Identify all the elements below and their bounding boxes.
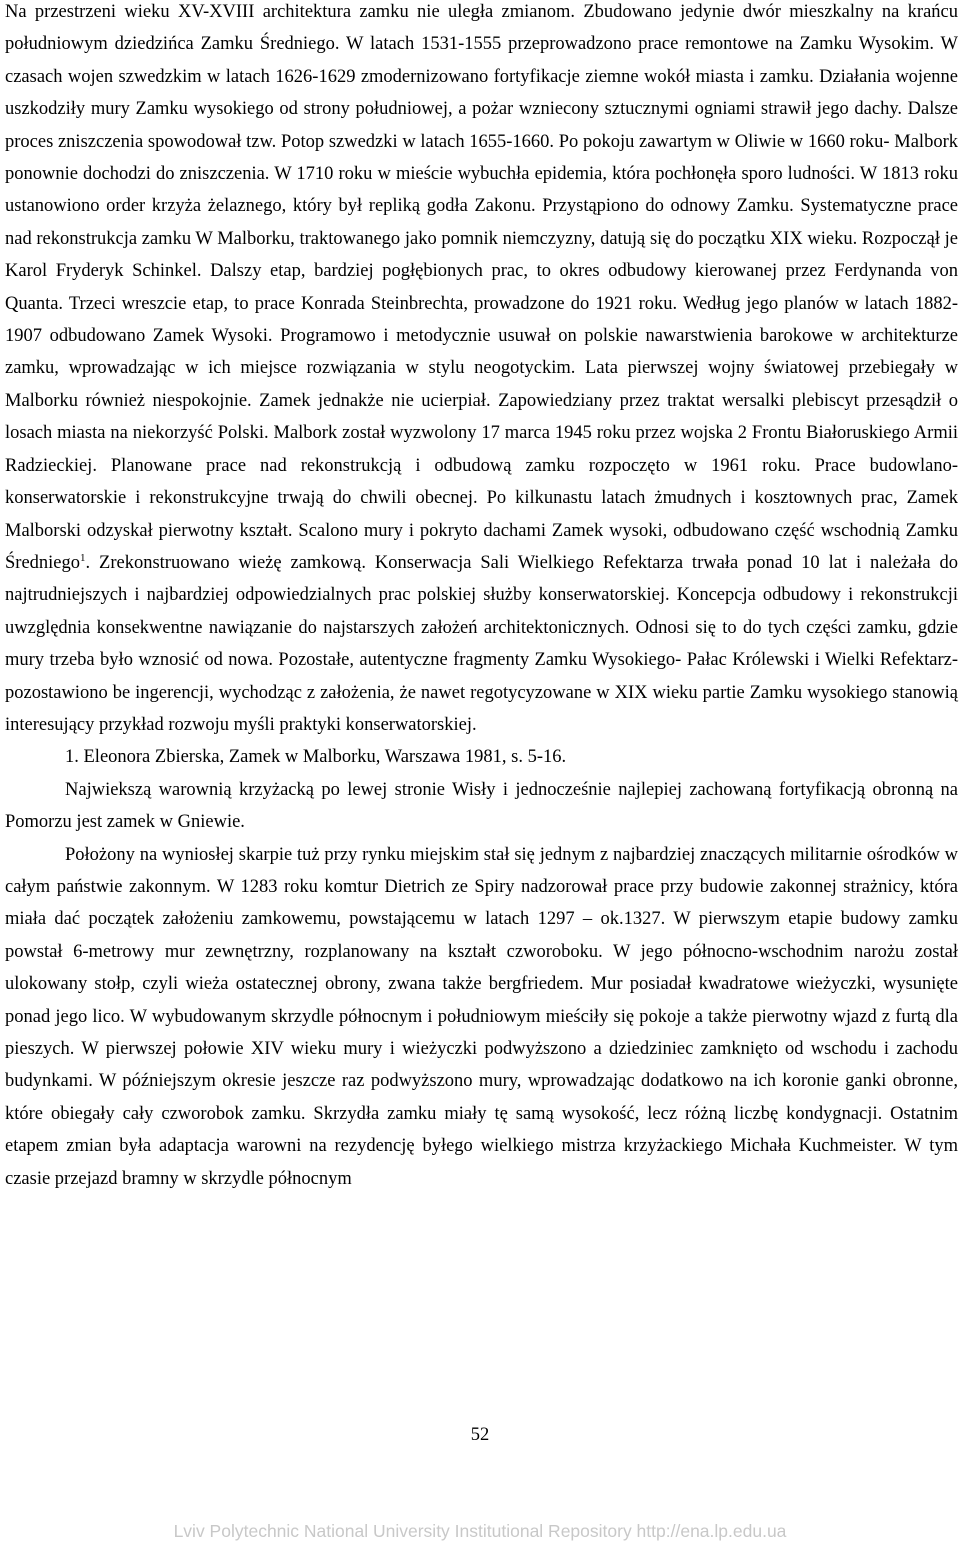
footnote: 1. Eleonora Zbierska, Zamek w Malborku, Warszawa 1981, s. 5-16. xyxy=(65,747,567,768)
paragraph-malbork-history-text: Na przestrzeni wieku XV-XVIII architektura zamku nie uległa zmianom. Zbudowano jedynie dwór mieszkalny na krańcu południowym dziedzińca Zamku Średniego. W latach 1531-1555 przeprowadzono prace remontowe na Zamku Wysokim. W czasach wojen szwedzkim w latach 1626-1629 zmodernizowano fortyfikacje ziemne wokół miasta i zamku. Działania wojenne uszkodziły mury Zamku wysokiego od strony południowej, a pożar wzniecony sztucznymi ogniami strawił jego dachy. Dalsze proces zniszczenia spowodował tzw. Potop szwedzki w latach 1655-1660. Po pokoju zawartym w Oliwie w 1660 roku- Malbork ponownie dochodzi do zniszczenia. W 1710 roku w mieście wybuchła epidemia, która pochłonęła sporo ludności. W 1813 roku ustanowiono order krzyża żelaznego, który był repliką godła Zakonu. Przystąpiono do odnowy Zamku. Systematyczne prace nad rekonstrukcja zamku W Malborku, traktowanego jako pomnik niemczyzny, datują się do początku XIX wieku. Rozpoczął je Karol Fryderyk Schinkel. Dalszy etap, bardziej pogłębionych prac, to okres odbudowy kierowanej przez Ferdynanda von Quanta. Trzeci wreszcie etap, to prace Konrada Steinbrechta, prowadzone do 1921 roku. Według jego planów w latach 1882-1907 odbudowano Zamek Wysoki. Programowo i metodycznie usuwał on polskie nawarstwienia barokowe w architekturze zamku, wprowadzając w ich miejsce rozwiązania w stylu neogotyckim. Lata pierwszej wojny światowej przebiegały w Malborku również niespokojnie. Zamek jednakże nie ucierpiał. Zapowiedziany przez traktat wersalki plebiscyt przesądził o losach miasta na niekorzyść Polski. Malbork został wyzwolony 17 marca 1945 roku przez wojska 2 Frontu Białoruskiego Armii Radzieckiej. Planowane prace nad rekonstrukcją i odbudową zamku rozpoczęto w 1961 roku. Prace budowlano- konserwatorskie i rekonstrukcyjne trwają do chwili obecnej. Po kilkunastu latach żmudnych i kosztownych prac, Zamek Malborski odzyskał pierwotny kształt. Scalono mury i pokryto dachami Zamek wysoki, odbudowano część wschodnią Zamku Średniego xyxy=(5,2,958,573)
paragraph-gniew-history: Położony na wyniosłej skarpie tuż przy rynku miejskim stał się jednym z najbardziej znaczących militarnie ośrodków w całym państwie zakonnym. W 1283 roku komtur Dietrich ze Spiry nadzorował prace przy budowie zakonnej strażnicy, która miała dać początek założeniu zamkowemu, powstającemu w latach 1297 – ok.1327. W pierwszym etapie budowy zamku powstał 6-metrowy mur zewnętrzny, rozplanowany na kształt czworoboku. W jego północno-wschodnim narożu został ulokowany stołp, czyli wieża ostatecznej obrony, zwana także bergfriedem. Mur posiadał kwadratowe wieżyczki, wysunięte ponad jego lico. W wybudowanym skrzydle północnym i południowym mieściły się pokoje a także pierwotny wjazd z furtą dla pieszych. W pierwszej połowie XIV wieku mury i wieżyczki podwyższono a dziedziniec zamknięto od wschodu i zachodu budynkami. W późniejszym okresie jeszcze raz podwyższono mury, wprowadzając dodatkowo na ich koronie ganki obronne, które obiegały cały czworobok zamku. Skrzydła zamku miały tę samą wysokość, lecz różną liczbę kondygnacji. Ostatnim etapem zmian była adaptacja warowni na rezydencję byłego wielkiego mistrza krzyżackiego Michała Kuchmeister. W tym czasie przejazd bramny w skrzydle północnym xyxy=(5,844,958,1189)
paragraph-gniew-intro: Najwiekszą warownią krzyżacką po lewej stronie Wisły i jednocześnie najlepiej zachowaną fortyfikacją obronną na Pomorzu jest zamek w Gniewie. xyxy=(5,779,958,833)
paragraph-malbork-history xyxy=(5,0,958,741)
repository-watermark: Lviv Polytechnic National University Institutional Repository http://ena.lp.edu.ua xyxy=(173,1521,787,1541)
paragraph-malbork-history-tail: . Zrekonstruowano wieżę zamkową. Konserwacja Sali Wielkiego Refektarza trwała ponad 10 lat i należała do najtrudniejszych i najbardziej odpowiedzialnych prac polskiej służby konserwatorskiej. Koncepcja odbudowy i rekonstrukcji uwzględnia konsekwentne nawiązanie do najstarszych założeń architektonicznych. Odnosi się to do tych części zamku, gdzie mury trzeba było wznosić od nowa. Pozostałe, autentyczne fragmenty Zamku Wysokiego- Pałac Królewski i Wielki Refektarz- pozostawiono be ingerencji, wychodząc z założenia, że nawet regotycyzowane w XIX wieku partie Zamku wysokiego stanowią interesujący przykład rozwoju myśli praktyki konserwatorskiej. xyxy=(5,552,958,735)
document-page xyxy=(5,0,958,1195)
page-number: 52 xyxy=(470,1425,490,1445)
footnote-marker: 1 xyxy=(80,551,86,564)
